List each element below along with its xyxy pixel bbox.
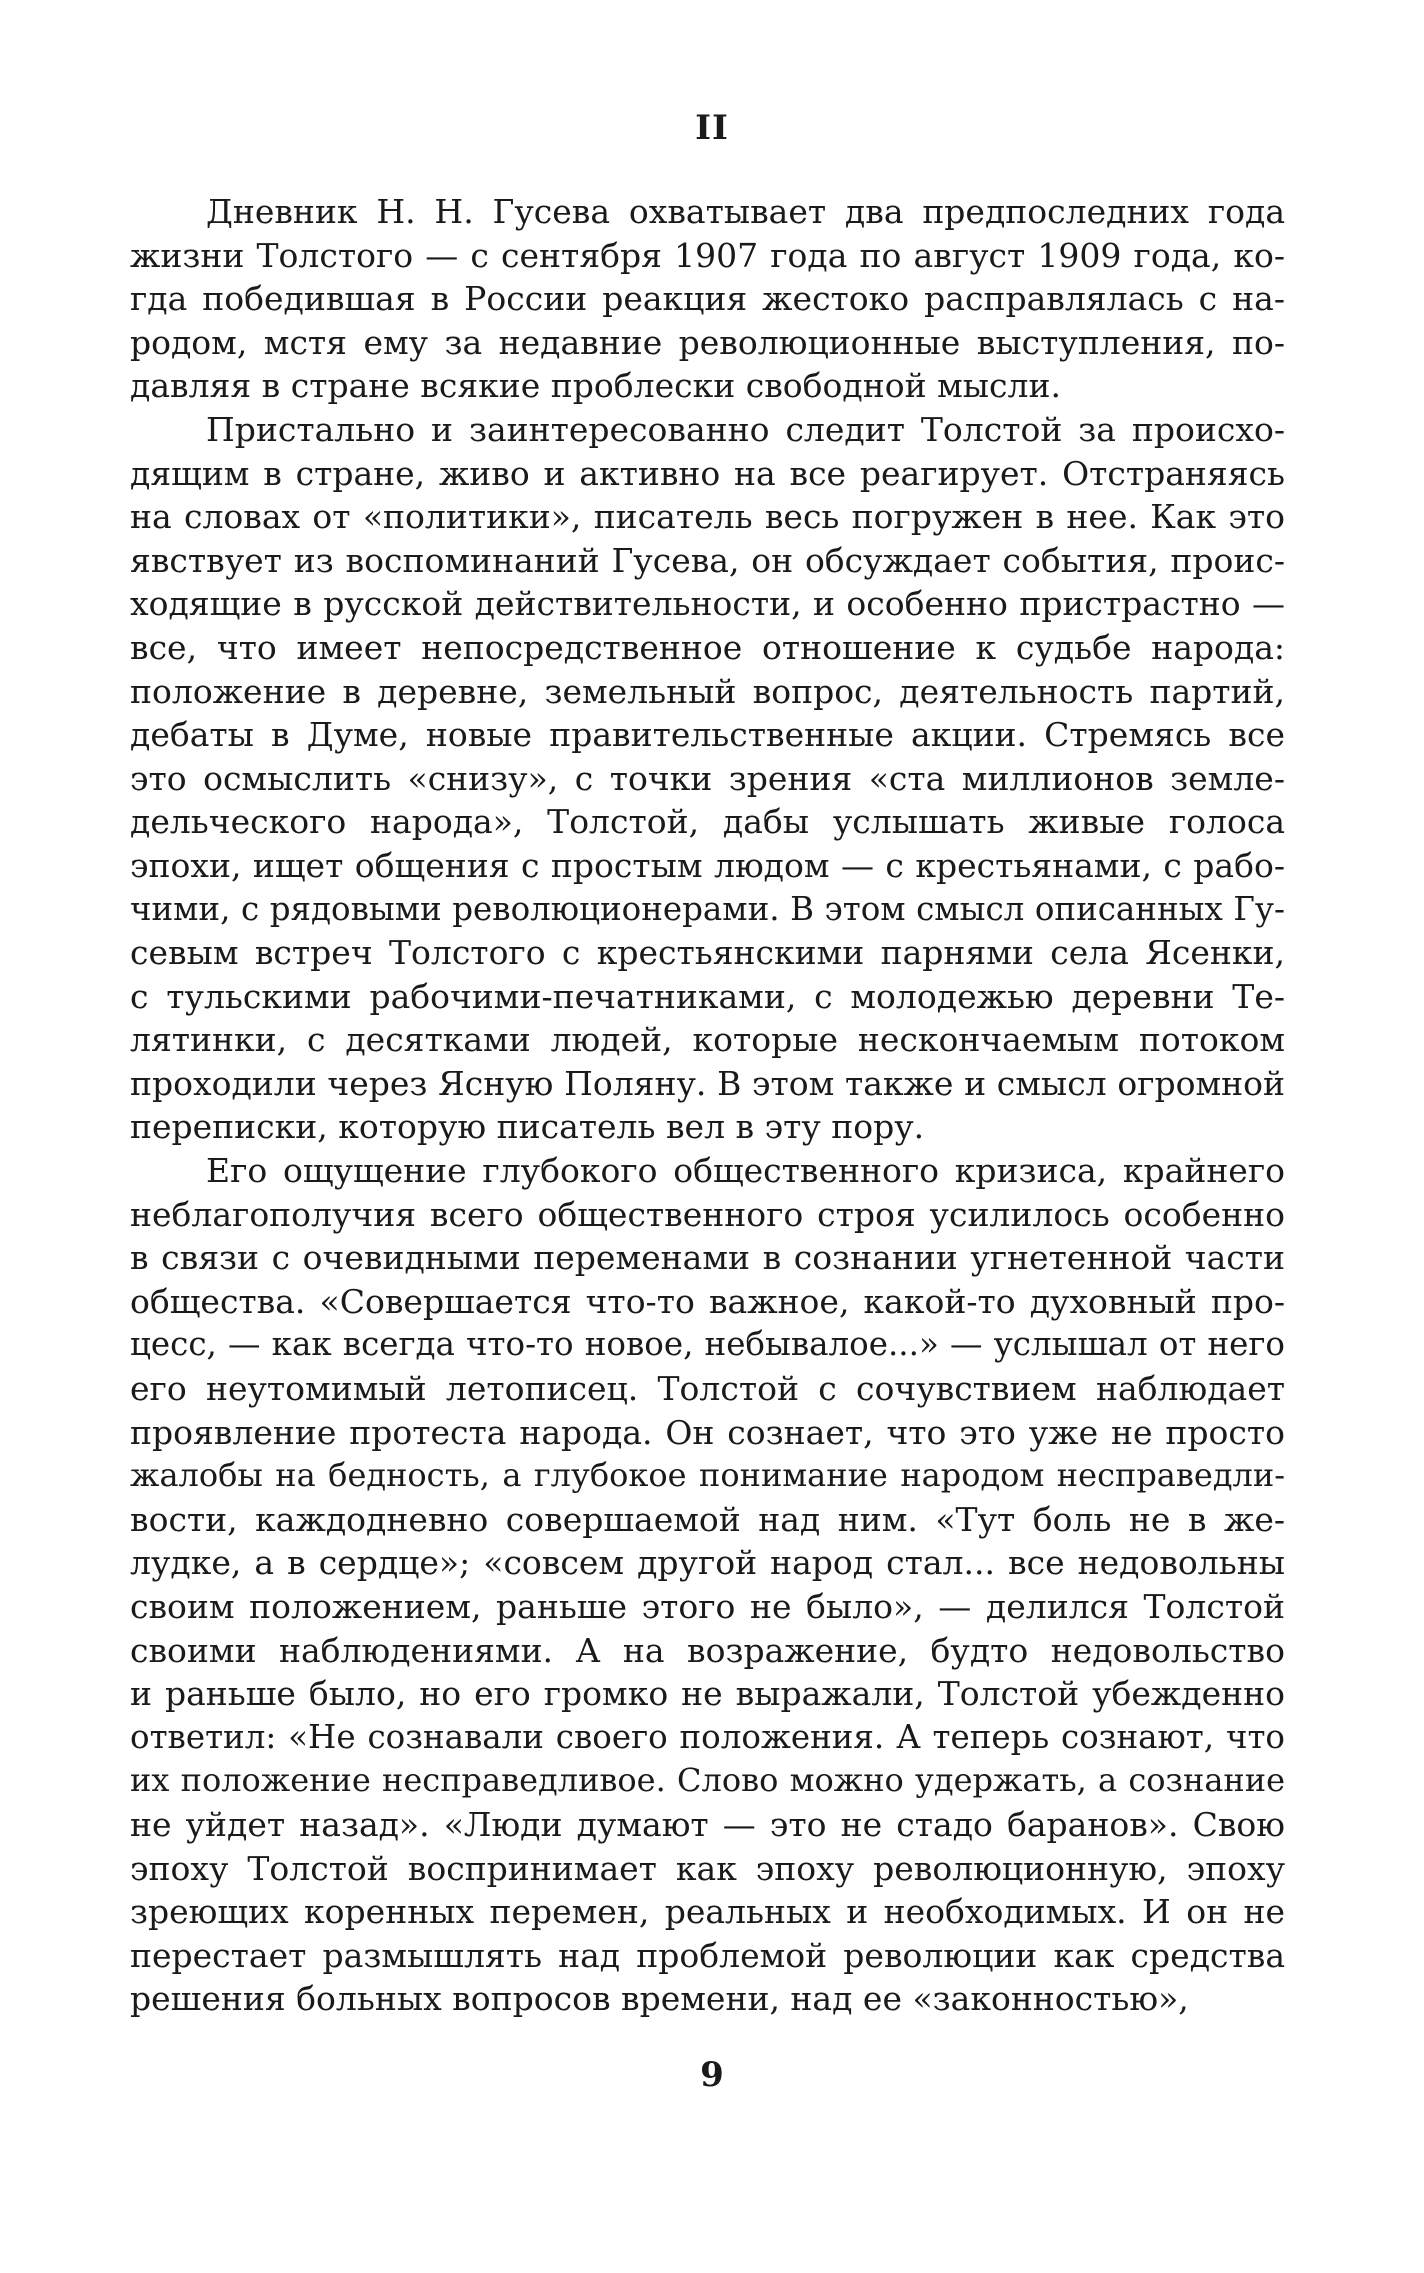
- text-line: родом, мстя ему за недавние революционные выступления, по-: [130, 322, 1285, 362]
- text-line: гда победившая в России реакция жестоко расправлялась с на-: [130, 279, 1285, 319]
- text-line: своим положением, раньше этого не было», — делился Толстой: [130, 1587, 1285, 1626]
- text-line: своими наблюдениями. А на возражение, будто недовольство: [130, 1630, 1285, 1670]
- section-numeral: II: [695, 108, 729, 148]
- text-line: зреющих коренных перемен, реальных и необходимых. И он не: [130, 1892, 1285, 1932]
- text-line: общества. «Совершается что-то важное, какой-то духовный про-: [130, 1281, 1285, 1321]
- text-line: их положение несправедливое. Слово можно удержать, а сознание: [130, 1761, 1285, 1800]
- text-line: проявление протеста народа. Он сознает, что это уже не просто: [130, 1412, 1285, 1452]
- text-line: чими, с рядовыми революционерами. В этом смысл описанных Гу-: [130, 889, 1285, 928]
- paragraph-first-line: Его ощущение глубокого общественного кризиса, крайнего: [206, 1151, 1285, 1191]
- text-line: перестает размышлять над проблемой революции как средства: [130, 1935, 1285, 1975]
- text-line: переписки, которую писатель вел в эту пору.: [130, 1107, 925, 1147]
- text-line: на словах от «политики», писатель весь погружен в нее. Как это: [130, 497, 1285, 537]
- text-line: его неутомимый летописец. Толстой с сочувствием наблюдает: [130, 1369, 1285, 1409]
- text-line: явствует из воспоминаний Гусева, он обсуждает события, проис-: [130, 540, 1285, 580]
- text-line: все, что имеет непосредственное отношение к судьбе народа:: [130, 627, 1285, 667]
- text-line: положение в деревне, земельный вопрос, деятельность партий,: [130, 671, 1285, 711]
- text-line: цесс, — как всегда что-то новое, небывалое...» — услышал от него: [130, 1325, 1285, 1364]
- text-line: решения больных вопросов времени, над ее «законностью»,: [130, 1979, 1189, 2019]
- text-line: вости, каждодневно совершаемой над ним. «Тут боль не в же-: [130, 1499, 1285, 1539]
- text-line: и раньше было, но его громко не выражали, Толстой убежденно: [130, 1674, 1285, 1714]
- text-line: ходящие в русской действительности, и особенно пристрастно —: [130, 584, 1285, 624]
- text-line: лудке, а в сердце»; «совсем другой народ стал... все недовольны: [130, 1543, 1285, 1583]
- text-line: с тульскими рабочими-печатниками, с молодежью деревни Те-: [130, 976, 1285, 1016]
- text-line: севым встреч Толстого с крестьянскими парнями села Ясенки,: [130, 933, 1285, 973]
- body-text: [130, 190, 1285, 2021]
- text-line: не уйдет назад». «Люди думают — это не стадо баранов». Свою: [130, 1804, 1285, 1844]
- text-line: жалобы на бедность, а глубокое понимание народом несправедли-: [130, 1456, 1285, 1495]
- page-number: 9: [700, 2055, 724, 2095]
- text-line: жизни Толстого — с сентября 1907 года по август 1909 года, ко-: [130, 235, 1285, 275]
- text-line: дящим в стране, живо и активно на все реагирует. Отстраняясь: [130, 453, 1285, 493]
- text-line: проходили через Ясную Поляну. В этом также и смысл огромной: [130, 1063, 1285, 1103]
- text-line: неблагополучия всего общественного строя усилилось особенно: [130, 1194, 1285, 1234]
- text-line: дельческого народа», Толстой, дабы услышать живые голоса: [130, 802, 1285, 842]
- text-line: в связи с очевидными переменами в сознании угнетенной части: [130, 1238, 1285, 1278]
- text-line: эпоху Толстой воспринимает как эпоху революционную, эпоху: [130, 1848, 1285, 1888]
- paragraph-first-line: Пристально и заинтересованно следит Толстой за происхо-: [206, 409, 1285, 449]
- paragraph-first-line: Дневник Н. Н. Гусева охватывает два предпоследних года: [206, 192, 1285, 231]
- text-line: ответил: «Не сознавали своего положения. А теперь сознают, что: [130, 1717, 1285, 1756]
- text-line: давляя в стране всякие проблески свободной мысли.: [130, 366, 1061, 406]
- text-line: дебаты в Думе, новые правительственные акции. Стремясь все: [130, 715, 1285, 755]
- text-line: эпохи, ищет общения с простым людом — с крестьянами, с рабо-: [130, 845, 1285, 885]
- text-line: лятинки, с десятками людей, которые нескончаемым потоком: [130, 1020, 1285, 1060]
- text-line: это осмыслить «снизу», с точки зрения «ста миллионов земле-: [130, 758, 1285, 798]
